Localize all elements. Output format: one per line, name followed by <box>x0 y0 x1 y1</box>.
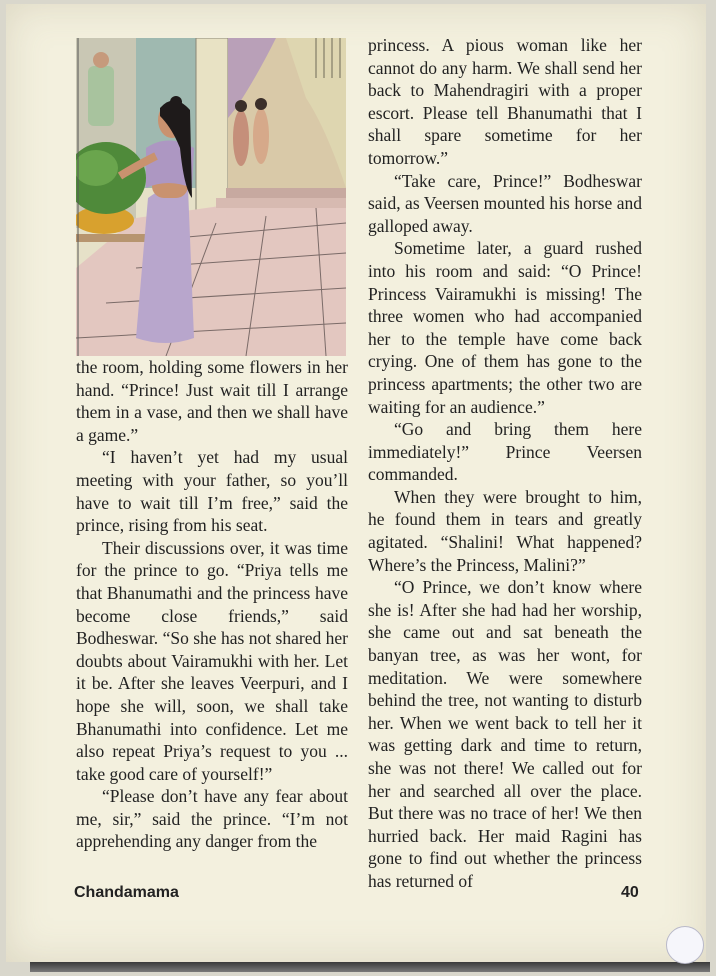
library-stamp-icon <box>666 926 704 964</box>
paragraph: “Please don’t have any fear about me, sir,” said the prince. “I’m not apprehending any danger from the <box>76 786 348 852</box>
left-text-column <box>76 356 348 853</box>
page-edge <box>30 962 710 972</box>
right-text-column <box>368 34 642 893</box>
paragraph: Sometime later, a guard rushed into his room and said: “O Prince! Princess Vairamukhi is missing! The three women who had accompanied her to the temple have come back crying. One of them has gone to the princess apartments; the other two are waiting for an audience.” <box>368 238 642 417</box>
illustration-drawing <box>76 38 346 356</box>
page-number: 40 <box>621 884 639 901</box>
paragraph: “Take care, Prince!” Bodheswar said, as Veersen mounted his horse and galloped away. <box>368 170 642 236</box>
paragraph: “O Prince, we don’t know where she is! After she had had her worship, she came out and sat beneath the banyan tree, as was her wont, for meditation. We were somewhere behind the tree, not wanting to disturb her. When we went back to tell her it was getting dark and time to return, she was not there! We called out for her and searched all over the place. But there was no trace of her! We then hurried back. Her maid Ragini has gone to find out whether the princess has returned of <box>368 577 642 891</box>
paragraph: “Go and bring them here immediately!” Prince Veersen commanded. <box>368 419 642 485</box>
story-illustration <box>76 38 346 356</box>
paragraph: “I haven’t yet had my usual meeting with your father, so you’ll have to wait till I’m free,” said the prince, rising from his seat. <box>76 447 348 536</box>
paragraph: Their discussions over, it was time for the prince to go. “Priya tells me that Bhanumathi and the princess have become close friends,” said Bodheswar. “So she has not shared her doubts about Vairamukhi with her. Let it be. After she leaves Veerpuri, and I hope she will, soon, we shall take Bhanumathi into confidence. Let me also repeat Priya’s request to you ... take good care of yourself!” <box>76 537 348 784</box>
paragraph: princess. A pious woman like her cannot do any harm. We shall send her back to Mahendragiri with a proper escort. Please tell Bhanumathi that I shall spare sometime for her tomorrow.” <box>368 35 642 168</box>
magazine-name: Chandamama <box>74 884 179 901</box>
paragraph: the room, holding some flowers in her hand. “Prince! Just wait till I arrange them in a vase, and then we shall have a game.” <box>76 357 348 445</box>
paragraph: When they were brought to him, he found them in tears and greatly agitated. “Shalini! What happened? Where’s the Princess, Malini?” <box>368 486 642 575</box>
